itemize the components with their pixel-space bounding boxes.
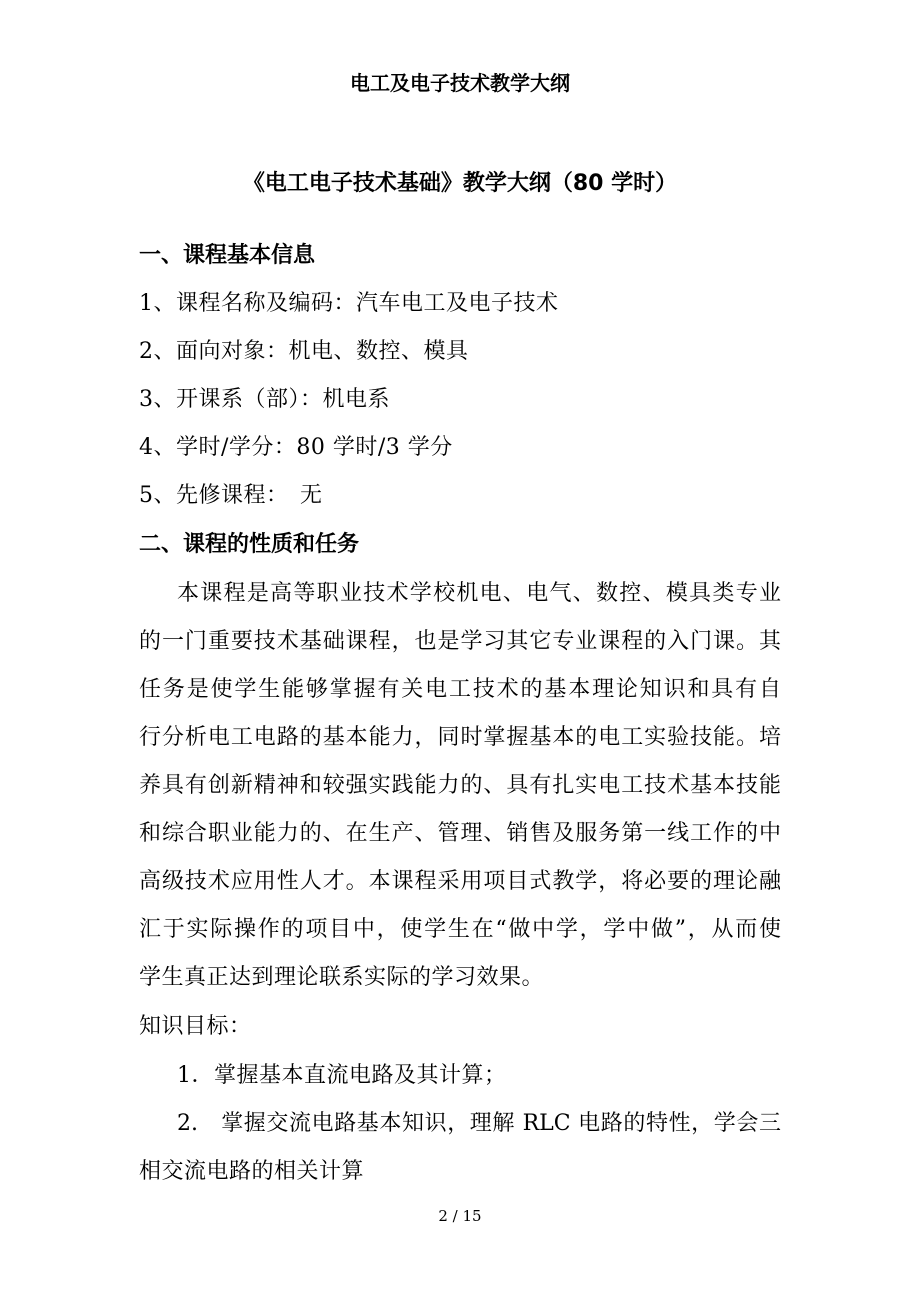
paragraph-line: 和综合职业能力的、在生产、管理、销售及服务第一线工作的中 — [139, 821, 781, 846]
info-item-course-name: 1、课程名称及编码：汽车电工及电子技术 — [139, 291, 559, 316]
document-header-title: 电工及电子技术教学大纲 — [350, 71, 570, 95]
info-item-audience: 2、面向对象：机电、数控、模具 — [139, 339, 469, 364]
paragraph-line: 本课程是高等职业技术学校机电、电气、数控、模具类专业 — [177, 581, 781, 606]
paragraph-line: 任务是使学生能够掌握有关电工技术的基本理论知识和具有自 — [139, 677, 781, 702]
paragraph-line: 的一门重要技术基础课程，也是学习其它专业课程的入门课。其 — [139, 629, 781, 654]
info-item-prerequisites: 5、先修课程： 无 — [139, 483, 323, 508]
paragraph-line: 汇于实际操作的项目中，使学生在“做中学，学中做”，从而使 — [139, 917, 781, 942]
paragraph-line: 高级技术应用性人才。本课程采用项目式教学，将必要的理论融 — [139, 869, 781, 894]
goal-item-continuation: 相交流电路的相关计算 — [139, 1159, 365, 1184]
page-number: 2 / 15 — [438, 1207, 482, 1225]
paragraph-line: 行分析电工电路的基本能力，同时掌握基本的电工实验技能。培 — [139, 725, 781, 750]
page-title: 《电工电子技术基础》教学大纲（80 学时） — [242, 171, 678, 196]
info-item-hours-credits: 4、学时/学分：80 学时/3 学分 — [139, 435, 453, 460]
goal-item: 2. 掌握交流电路基本知识，理解 RLC 电路的特性，学会三 — [177, 1111, 781, 1136]
paragraph-line: 学生真正达到理论联系实际的学习效果。 — [139, 965, 545, 990]
section-heading-nature-tasks: 二、课程的性质和任务 — [139, 532, 360, 557]
knowledge-goals-label: 知识目标： — [139, 1014, 252, 1039]
paragraph-line: 养具有创新精神和较强实践能力的、具有扎实电工技术基本技能 — [139, 773, 781, 798]
section-heading-basic-info: 一、课程基本信息 — [139, 243, 316, 268]
goal-item: 1．掌握基本直流电路及其计算； — [177, 1063, 507, 1088]
info-item-department: 3、开课系（部）：机电系 — [139, 387, 390, 412]
